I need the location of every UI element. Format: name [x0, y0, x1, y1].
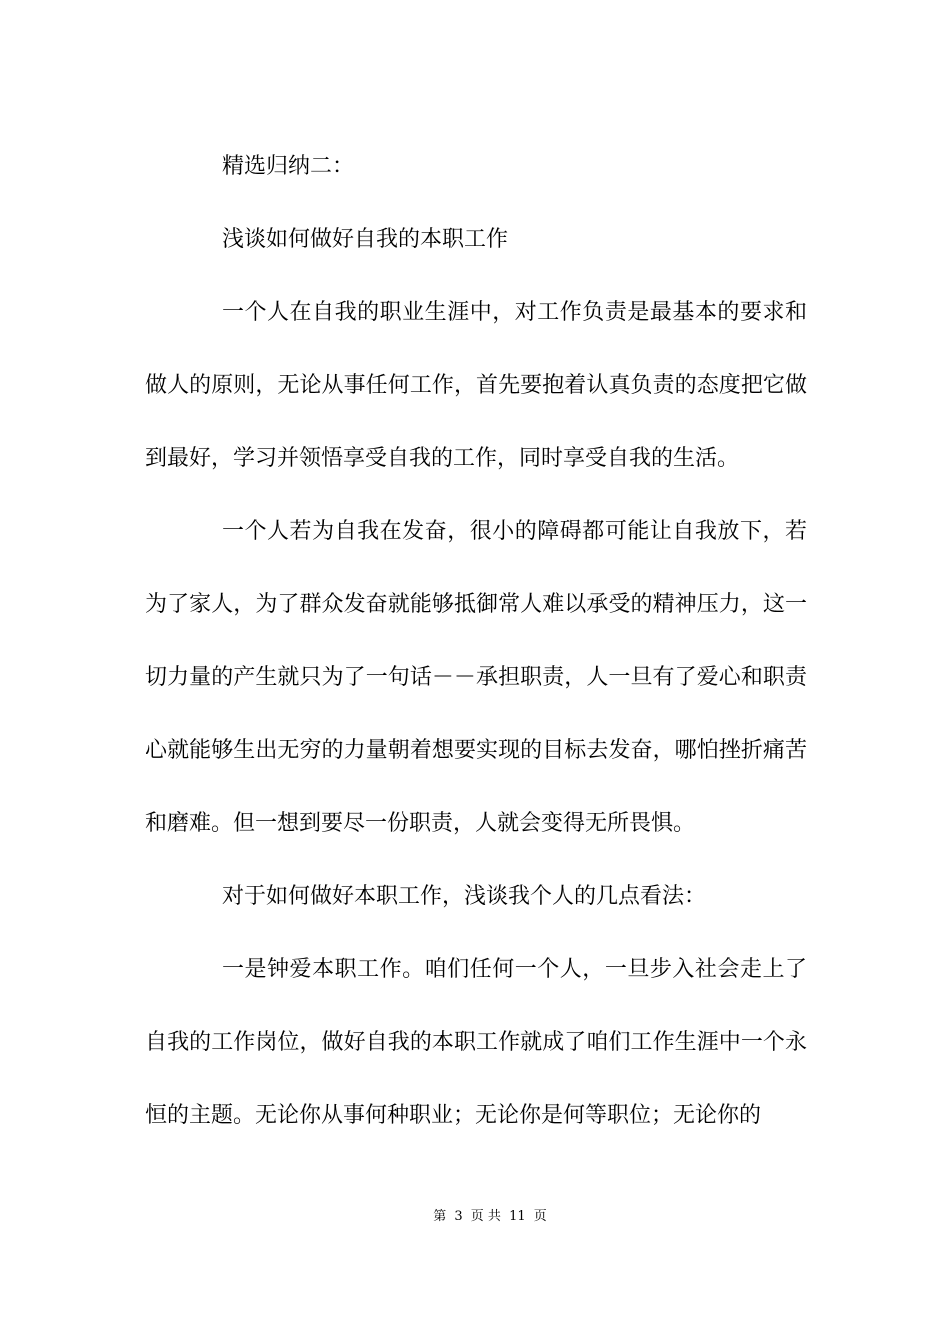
body-paragraph: 对于如何做好本职工作，浅谈我个人的几点看法： — [222, 884, 707, 909]
body-paragraph: 一个人在自我的职业生涯中，对工作负责是最基本的要求和做人的原则，无论从事任何工作，首先要抱着认真负责的态度把它做到最好，学习并领悟享受自我的工作，同时享受自我的生活。 — [145, 300, 807, 471]
total-pages-number: 11 — [509, 1209, 526, 1224]
body-paragraph: 一是钟爱本职工作。咱们任何一个人，一旦步入社会走上了自我的工作岗位，做好自我的本职工作就成了咱们工作生涯中一个永恒的主题。无论你从事何种职业；无论你是何等职位；无论你的 — [145, 957, 807, 1128]
article-title: 浅谈如何做好自我的本职工作 — [222, 227, 509, 252]
page-label-mid: 页 共 — [470, 1209, 501, 1224]
section-heading: 精选归纳二： — [222, 154, 355, 179]
current-page-number: 3 — [454, 1209, 463, 1224]
page-label-suffix: 页 — [533, 1209, 547, 1224]
page-label-prefix: 第 — [433, 1209, 447, 1224]
body-paragraph: 一个人若为自我在发奋，很小的障碍都可能让自我放下，若为了家人，为了群众发奋就能够抵御常人难以承受的精神压力，这一切力量的产生就只为了一句话－－承担职责，人一旦有了爱心和职责心就能够生出无穷的力量朝着想要实现的目标去发奋，哪怕挫折痛苦和磨难。但一想到要尽一份职责，人就会变得无所畏惧。 — [145, 519, 807, 836]
document-body — [145, 130, 807, 1152]
page-number-footer — [0, 1207, 950, 1227]
